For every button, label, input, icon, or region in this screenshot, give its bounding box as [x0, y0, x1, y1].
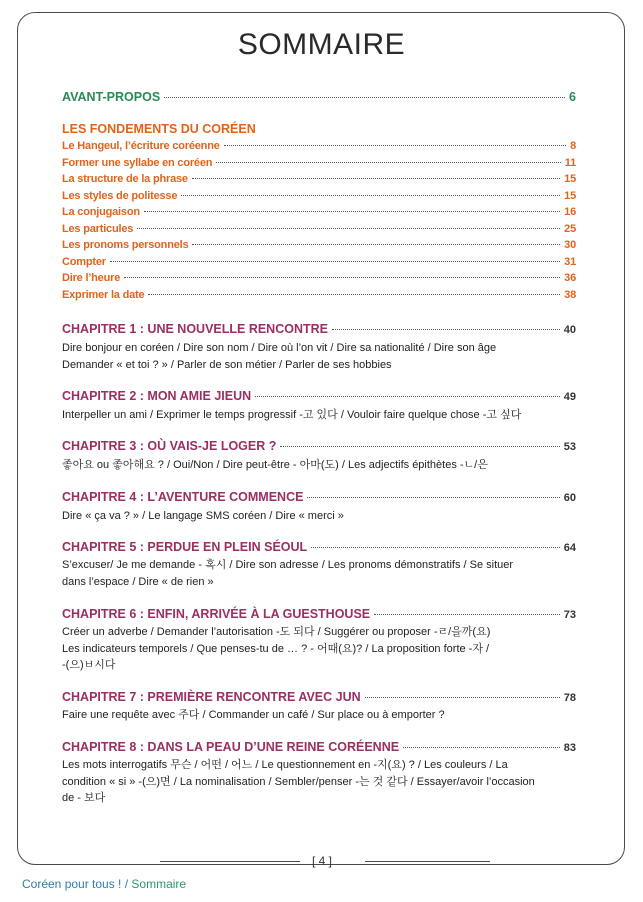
toc-entry-chapter-7[interactable] — [62, 690, 576, 706]
toc-entry-avant-propos[interactable] — [62, 90, 576, 106]
description-line: Dire bonjour en coréen / Dire son nom / Dire où l’on vit / Dire sa nationalité / Dire son âge — [62, 342, 497, 354]
toc-label: Exprimer la date — [62, 288, 145, 301]
leader-dots — [124, 277, 560, 278]
toc-label: Dire l’heure — [62, 272, 121, 284]
description-line: Créer un adverbe / Demander l’autorisation -도 되다 / Suggérer ou proposer -ㄹ/을까(요) — [62, 626, 491, 638]
toc-entry[interactable] — [62, 272, 576, 288]
toc-label: Compter — [62, 255, 106, 268]
toc-page: 83 — [563, 742, 576, 754]
toc-entry[interactable] — [62, 140, 576, 156]
toc-page: 11 — [564, 156, 576, 169]
leader-dots — [374, 614, 560, 615]
chapter-2-description — [62, 407, 532, 424]
chapter-8-description — [62, 757, 542, 807]
leader-dots — [110, 261, 560, 262]
toc-page: 15 — [564, 173, 576, 185]
leader-dots — [224, 145, 566, 146]
description-line: de - 보다 — [62, 792, 106, 804]
toc-page: 36 — [564, 272, 576, 284]
toc-entry[interactable] — [62, 289, 576, 305]
description-line: Faire une requête avec 주다 / Commander un café / Sur place ou à emporter ? — [62, 709, 445, 721]
toc-page: 49 — [563, 391, 576, 403]
toc-page: 30 — [564, 239, 576, 251]
description-line: dans l’espace / Dire « de rien » — [62, 575, 214, 588]
description-line: condition « si » -(으)면 / La nominalisation / Sembler/penser -는 것 같다 / Essayer/avoir l’occasion — [62, 775, 535, 788]
leader-dots — [255, 396, 560, 397]
toc-entry[interactable] — [62, 223, 576, 239]
toc-label: Les styles de politesse — [62, 189, 178, 202]
description-line: Interpeller un ami / Exprimer le temps progressif -고 있다 / Vouloir faire quelque chose -고 싶다 — [62, 409, 522, 421]
toc-page: 15 — [564, 189, 576, 202]
leader-dots — [192, 178, 560, 179]
leader-dots — [280, 446, 559, 447]
toc-entry-chapter-1[interactable] — [62, 322, 576, 338]
chapter-4-description — [62, 508, 532, 525]
toc-label: CHAPITRE 5 : PERDUE EN PLEIN SÉOUL — [62, 540, 308, 554]
toc-entry[interactable] — [62, 206, 576, 222]
bottom-rule-right — [365, 861, 490, 862]
toc-page: 16 — [564, 206, 576, 218]
toc-label: CHAPITRE 4 : L’AVENTURE COMMENCE — [62, 490, 304, 504]
leader-dots — [192, 244, 560, 245]
toc-page: 38 — [564, 288, 576, 301]
toc-label: CHAPITRE 3 : OÙ VAIS-JE LOGER ? — [62, 439, 277, 453]
toc-page: 73 — [563, 609, 576, 621]
toc-page: 78 — [563, 692, 576, 704]
chapter-1-description — [62, 340, 532, 373]
toc-label: Former une syllabe en coréen — [62, 156, 213, 169]
toc-entry-chapter-5[interactable] — [62, 540, 576, 556]
toc-page: 31 — [564, 255, 576, 268]
description-line: S’excuser/ Je me demande - 혹시 / Dire son adresse / Les pronoms démonstratifs / Se situer — [62, 559, 514, 571]
toc-label: CHAPITRE 6 : ENFIN, ARRIVÉE À LA GUESTHOUSE — [62, 607, 371, 621]
description-line: Les mots interrogatifs 무슨 / 어떤 / 어느 / Le questionnement en -지(요) ? / Les couleurs / La — [62, 759, 508, 771]
page-number: [ 4 ] — [311, 854, 332, 868]
toc-entry[interactable] — [62, 190, 576, 206]
toc-entry-chapter-3[interactable] — [62, 439, 576, 455]
leader-dots — [216, 162, 560, 163]
leader-dots — [403, 747, 560, 748]
toc-entry[interactable] — [62, 239, 576, 255]
toc-entry[interactable] — [62, 157, 576, 173]
toc-label: Le Hangeul, l’écriture coréenne — [62, 140, 220, 152]
toc-page: 53 — [563, 441, 576, 453]
footer-separator: / — [121, 877, 132, 891]
leader-dots — [148, 294, 560, 295]
section-heading-fondements — [62, 122, 576, 138]
toc-label: Les particules — [62, 222, 134, 235]
page-title: SOMMAIRE — [237, 28, 406, 61]
leader-dots — [164, 97, 565, 98]
toc-label: Les pronoms personnels — [62, 239, 189, 251]
description-line: Les indicateurs temporels / Que penses-tu de … ? - 어때(요)? / La proposition forte -자 / — [62, 642, 490, 655]
toc-label: CHAPITRE 2 : MON AMIE JIEUN — [62, 389, 252, 403]
chapter-6-description — [62, 624, 532, 674]
toc-label: CHAPITRE 1 : UNE NOUVELLE RENCONTRE — [62, 322, 328, 336]
chapter-5-description — [62, 557, 532, 590]
leader-dots — [181, 195, 560, 196]
toc-entry-chapter-2[interactable] — [62, 389, 576, 405]
toc-label: CHAPITRE 8 : DANS LA PEAU D’UNE REINE CORÉENNE — [62, 740, 400, 754]
toc-label: CHAPITRE 7 : PREMIÈRE RENCONTRE AVEC JUN — [62, 690, 361, 704]
section-heading-label: LES FONDEMENTS DU CORÉEN — [62, 122, 256, 136]
footer-book-title[interactable]: Coréen pour tous ! — [22, 877, 122, 891]
leader-dots — [307, 497, 559, 498]
toc-page: 25 — [564, 222, 576, 235]
chapter-7-description — [62, 707, 532, 724]
toc-page: 6 — [569, 90, 576, 104]
description-line: 좋아요 ou 좋아해요 ? / Oui/Non / Dire peut-être - 아마(도) / Les adjectifs épithètes -ㄴ/은 — [62, 459, 488, 471]
description-line: Dire « ça va ? » / Le langage SMS coréen / Dire « merci » — [62, 510, 344, 522]
toc-label: La structure de la phrase — [62, 173, 188, 185]
toc-page: 64 — [563, 542, 576, 554]
toc-page: 60 — [563, 492, 576, 504]
toc-label: La conjugaison — [62, 206, 140, 218]
footer-breadcrumb — [22, 877, 186, 891]
toc-entry[interactable] — [62, 256, 576, 272]
leader-dots — [144, 211, 560, 212]
chapter-3-description — [62, 457, 532, 474]
leader-dots — [365, 697, 560, 698]
leader-dots — [311, 547, 560, 548]
bottom-rule-left — [160, 861, 300, 862]
toc-entry-chapter-8[interactable] — [62, 740, 576, 756]
description-line: -(으)ㅂ시다 — [62, 659, 116, 671]
toc-entry-chapter-6[interactable] — [62, 607, 576, 623]
description-line: Demander « et toi ? » / Parler de son métier / Parler de ses hobbies — [62, 358, 392, 371]
toc-page: 40 — [563, 324, 576, 336]
leader-dots — [332, 329, 560, 330]
toc-page: 8 — [570, 140, 576, 152]
toc-label: AVANT-PROPOS — [62, 90, 161, 104]
leader-dots — [137, 228, 560, 229]
toc-entry-chapter-4[interactable] — [62, 490, 576, 506]
footer-section: Sommaire — [131, 877, 187, 891]
toc-entry[interactable] — [62, 173, 576, 189]
